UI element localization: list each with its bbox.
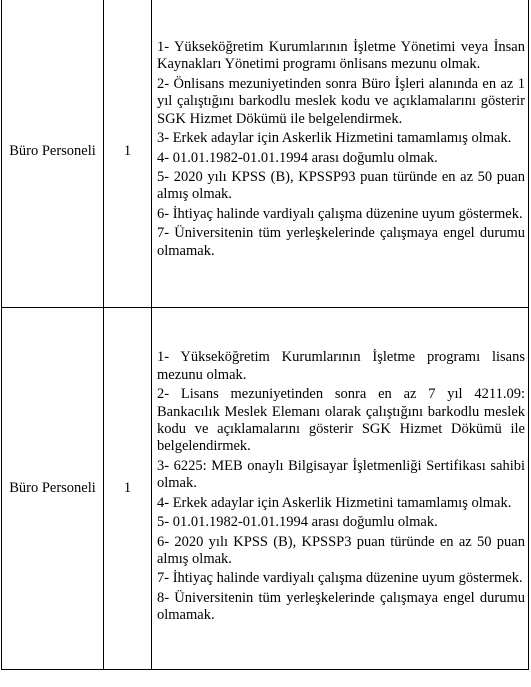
requirement-item: 7- İhtiyaç halinde vardiyalı çalışma düzenine uyum göstermek. <box>157 570 523 587</box>
quantity-cell: 1 <box>104 308 152 670</box>
position-requirements-table <box>1 0 529 670</box>
requirement-item: 6- İhtiyaç halinde vardiyalı çalışma düzenine uyum göstermek. <box>157 205 523 222</box>
position-cell: Büro Personeli <box>2 0 104 308</box>
requirement-item: 2- Lisans mezuniyetinden sonra en az 7 yıl 4211.09: Bankacılık Meslek Elemanı olarak çalıştığını barkodlu meslek kodu ve açıklamalarını gösterir SGK Hizmet Dökümü ile belgelendirmek. <box>157 386 525 455</box>
requirement-item: 5- 01.01.1982-01.01.1994 arası doğumlu olmak. <box>157 514 438 531</box>
requirement-item: 3- 6225: MEB onaylı Bilgisayar İşletmenliği Sertifikası sahibi olmak. <box>157 457 525 492</box>
table-row <box>2 308 529 670</box>
position-cell: Büro Personeli <box>2 308 104 670</box>
table-row <box>2 0 529 308</box>
requirement-item: 5- 2020 yılı KPSS (B), KPSSP93 puan türünde en az 50 puan almış olmak. <box>157 168 525 203</box>
requirement-item: 1- Yükseköğretim Kurumlarının İşletme programı lisans mezunu olmak. <box>157 349 525 383</box>
requirements-list <box>152 349 528 627</box>
requirement-item: 6- 2020 yılı KPSS (B), KPSSP3 puan türünde en az 50 puan almış olmak. <box>157 533 525 567</box>
quantity-cell: 1 <box>104 0 152 308</box>
requirement-item: 7- Üniversitenin tüm yerleşkelerinde çalışmaya engel durumu olmamak. <box>157 225 525 259</box>
requirements-cell <box>152 0 529 308</box>
requirement-item: 8- Üniversitenin tüm yerleşkelerinde çalışmaya engel durumu olmamak. <box>157 589 525 624</box>
requirement-item: 2- Önlisans mezuniyetinden sonra Büro İşleri alanında en az 1 yıl çalıştığını barkodlu meslek kodu ve açıklamalarını gösterir SGK Hizmet Dökümü ile belgelendirmek. <box>157 75 525 127</box>
requirement-item: 3- Erkek adaylar için Askerlik Hizmetini tamamlamış olmak. <box>157 130 512 147</box>
requirements-cell <box>152 308 529 670</box>
requirements-list <box>152 39 528 263</box>
requirement-item: 4- 01.01.1982-01.01.1994 arası doğumlu olmak. <box>157 149 438 166</box>
requirement-item: 1- Yükseköğretim Kurumlarının İşletme Yönetimi veya İnsan Kaynakları Yönetimi programı önlisans mezunu olmak. <box>157 39 525 73</box>
requirement-item: 4- Erkek adaylar için Askerlik Hizmetini tamamlamış olmak. <box>157 494 512 511</box>
